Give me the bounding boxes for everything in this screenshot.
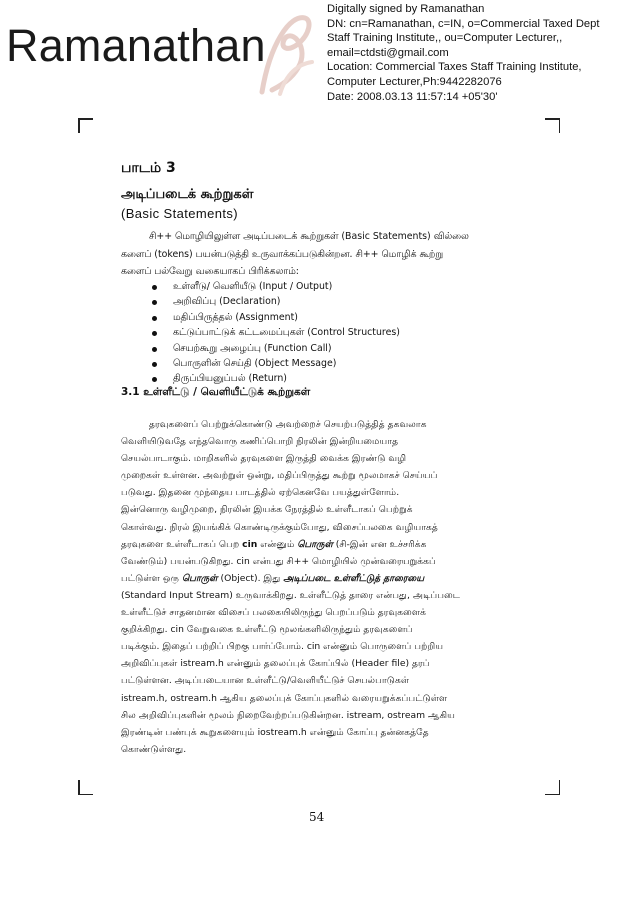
paragraph-line: செயல்பாடாகும். மாறிகளில் தரவுகளை இருத்தி வைக்க இரண்டு வழி: [121, 453, 407, 465]
signature-line: Location: Commercial Taxes Staff Training Institute,: [327, 61, 582, 74]
paragraph-line: சி++ மொழியிலுள்ள அடிப்படைக் கூற்றுகள் (Basic Statements) வில்லை: [149, 231, 469, 242]
crop-mark-top-left: [78, 118, 80, 133]
section-body: [121, 416, 519, 758]
standard-input-stream-term: அடிப்படை உள்ளீட்டுத் தாரையை: [283, 572, 425, 584]
crop-mark-bottom-left: [78, 794, 93, 796]
paragraph-line: முறைகள் உள்ளன. அவற்றுள் ஒன்று, மதிப்பிருத்து கூற்று மூலமாகச் செய்யப்: [121, 470, 438, 482]
intro-paragraph: [121, 228, 519, 281]
paragraph-line: களைப் (tokens) பயன்படுத்தி உருவாக்கப்படுகின்றன. சி++ மொழிக் கூற்று: [121, 248, 444, 260]
paragraph-line: குறிக்கிறது. cin வேறுவகை உள்ளீட்டு மூலங்களிலிருந்தும் தரவுகளைப்: [121, 624, 413, 636]
paragraph-line: படுவது. இதனை முந்தைய பாடத்தில் ஏற்கெனவே பயத்துள்ளோம்.: [121, 487, 400, 499]
paragraph-line: சில அறிவிப்புகளின் மூலம் நிறைவேற்றப்படுகின்றன. istream, ostream ஆகிய: [121, 709, 456, 721]
paragraph-line: (Standard Input Stream) உருவாக்கிறது. உள்ளீட்டுத் தாரை என்பது, அடிப்படை: [121, 589, 461, 601]
bullet-icon: [152, 331, 157, 336]
object-term: பொருள்: [297, 538, 333, 550]
lesson-title-tamil: அடிப்படைக் கூற்றுகள்: [121, 187, 254, 202]
paragraph-line: இரண்டின் பண்புக் கூறுகளையும் iostream.h என்னும் கோப்பு தன்னகத்தே: [121, 726, 429, 738]
list-item: செயற்கூறு அழைப்பு (Function Call): [152, 341, 400, 356]
crop-mark-bottom-right: [545, 794, 560, 796]
paragraph-line: உள்ளீட்டுச் சாதனமான விசைப் பலகையிலிருந்து பெறப்படும் தரவுகளைக்: [121, 607, 427, 619]
signer-name-large: Ramanathan: [6, 20, 266, 71]
list-item: திருப்பியனுப்பல் (Return): [152, 371, 400, 386]
signature-line: DN: cn=Ramanathan, c=IN, o=Commercial Taxed Dept: [327, 17, 600, 30]
signature-line: Digitally signed by Ramanathan: [327, 3, 485, 15]
digital-signature-details: [327, 2, 599, 104]
paragraph-line: வெளியிடுவதே எந்தவொரு கணிப்பொறி நிரலின் இன்றியமையாத: [121, 436, 399, 448]
paragraph-line: வேண்டும்) பயன்படுகிறது. cin என்பது சி++ மொழியில் முன்வரையறுக்கப்: [121, 555, 436, 567]
paragraph-line-cin: தரவுகளை உள்ளீடாகப் பெற cin என்னும் பொருள் (சி-இன் என உச்சரிக்க: [121, 538, 427, 550]
cin-term: cin: [242, 538, 258, 550]
paragraph-line: கொண்டுள்ளது.: [121, 743, 187, 755]
paragraph-line: படிக்கும். இதைப் பற்றிப் பிறகு பார்ப்போம். cin என்னும் பொருளைப் பற்றிய: [121, 641, 444, 653]
signature-watermark-logo: [250, 4, 320, 100]
paragraph-line: கொள்வது. நிரல் இயங்கிக் கொண்டிருக்கும்போது, விசைப்பலகை வழியாகத்: [121, 521, 438, 533]
paragraph-line: இன்னொரு வழிமுறை, நிரலின் இயக்க நேரத்தில் உள்ளீடாகப் பெற்றுக்: [121, 504, 413, 516]
signature-line: Staff Training Institute,, ou=Computer Lecturer,,: [327, 32, 563, 45]
bullet-icon: [152, 377, 157, 382]
paragraph-line: பட்டுள்ளன. அடிப்படையான உள்ளீட்டு/வெளியீட்டுச் செயல்பாடுகள்: [121, 675, 410, 687]
page-number: 54: [309, 810, 325, 824]
paragraph-line: களைப் பல்வேறு வகையாகப் பிரிக்கலாம்:: [121, 266, 299, 277]
statement-types-list: [152, 279, 400, 387]
list-item: பொருளின் செய்தி (Object Message): [152, 356, 400, 371]
bullet-icon: [152, 285, 157, 290]
list-item: கட்டுப்பாட்டுக் கட்டமைப்புகள் (Control Structures): [152, 325, 400, 340]
bullet-icon: [152, 347, 157, 352]
bullet-icon: [152, 316, 157, 321]
bullet-icon: [152, 362, 157, 367]
paragraph-line: istream.h, ostream.h ஆகிய தலைப்புக் கோப்புகளில் வரையறுக்கப்பட்டுள்ள: [121, 692, 448, 704]
signature-line: email=ctdsti@gmail.com: [327, 46, 449, 59]
list-item: மதிப்பிருத்தல் (Assignment): [152, 310, 400, 325]
signature-line: Computer Lecturer,Ph:9442282076: [327, 75, 502, 88]
lesson-number: பாடம் 3: [121, 160, 176, 176]
section-heading: 3.1 உள்ளீட்டு / வெளியீட்டுக் கூற்றுகள்: [121, 386, 311, 398]
crop-mark-top-right: [559, 118, 561, 133]
lesson-title-english: (Basic Statements): [121, 206, 239, 221]
bullet-icon: [152, 300, 157, 305]
list-item: அறிவிப்பு (Declaration): [152, 294, 400, 309]
crop-mark-top-left: [78, 118, 93, 120]
paragraph-line-object: பட்டுள்ள ஒரு பொருள் (Object). இது அடிப்படை உள்ளீட்டுத் தாரையை: [121, 572, 425, 584]
paragraph-line: அறிவிப்புகள் istream.h என்னும் தலைப்புக் கோப்பில் (Header file) தரப்: [121, 658, 430, 670]
object-term: பொருள்: [181, 572, 218, 584]
list-item: உள்ளீடு/ வெளியீடு (Input / Output): [152, 279, 400, 294]
signature-line: Date: 2008.03.13 11:57:14 +05'30': [327, 90, 498, 103]
paragraph-line: தரவுகளைப் பெற்றுக்கொண்டு அவற்றைச் செயற்படுத்தித் தகவலாக: [149, 419, 427, 430]
